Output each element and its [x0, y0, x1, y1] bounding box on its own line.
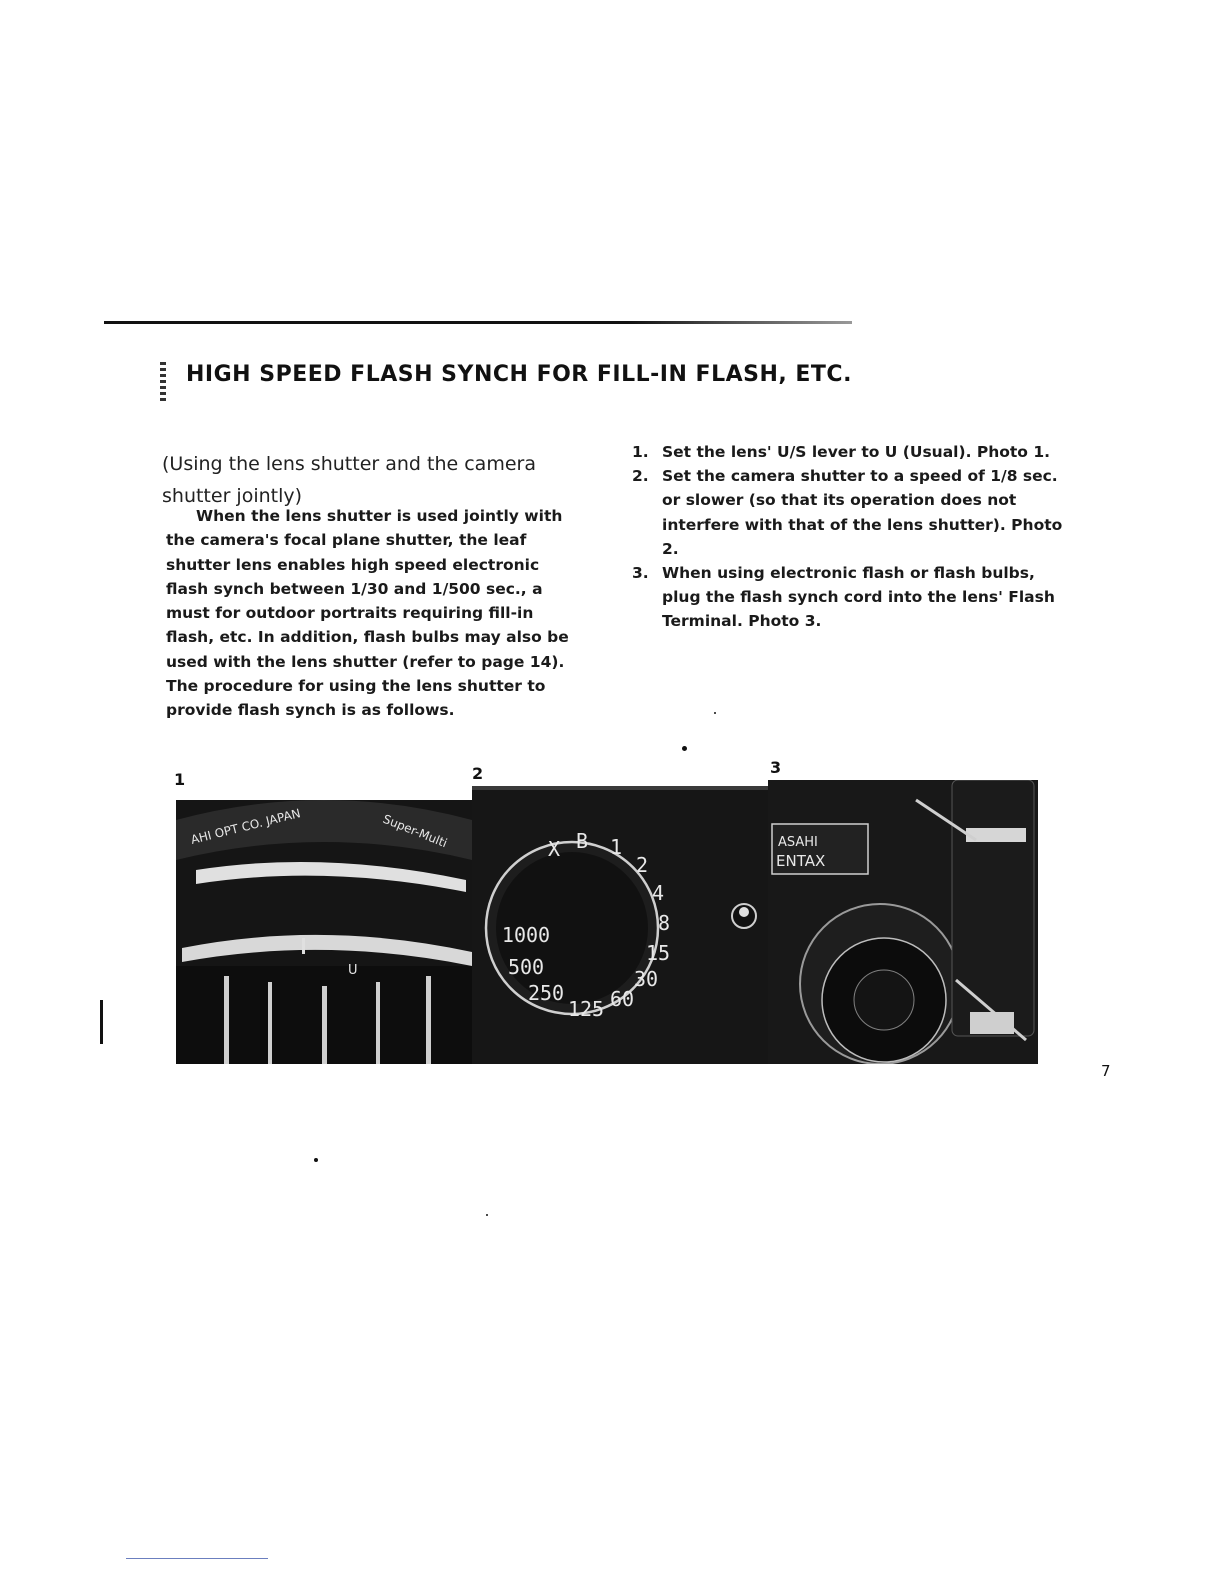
step-photo-ref: Photo 2.	[662, 515, 1063, 558]
lens-ring-text-2: Super-Multi	[380, 811, 450, 851]
dial-mark: 1000	[501, 923, 551, 947]
lens-ring-text: AHI OPT CO. JAPAN	[189, 806, 302, 847]
photo-strip	[176, 780, 1038, 1064]
us-lever-label: U	[348, 963, 358, 978]
photo-3-camera	[768, 780, 1038, 1064]
dial-mark: 125	[567, 997, 605, 1021]
photo-label-2: 2	[472, 764, 484, 783]
page-number: 7	[1101, 1062, 1111, 1080]
dial-mark: 15	[645, 941, 671, 965]
dial-mark: X	[547, 837, 561, 861]
subheading: (Using the lens shutter and the camera shutter jointly)	[162, 453, 536, 507]
dial-mark: 4	[651, 881, 665, 905]
dial-mark: 8	[657, 911, 671, 935]
dial-mark: 2	[635, 853, 649, 877]
dial-mark: 60	[609, 987, 635, 1011]
dial-mark: 1	[609, 835, 623, 859]
photo-2-dial	[472, 786, 768, 1064]
section-title: HIGH SPEED FLASH SYNCH FOR FILL-IN FLASH, ETC.	[186, 362, 852, 387]
camera-brand-line2: ENTAX	[776, 852, 826, 870]
header-rule	[104, 321, 852, 324]
step-number: 1.	[632, 443, 649, 461]
scan-speck	[486, 1214, 488, 1216]
intro-paragraph	[166, 504, 584, 723]
camera-brand-line1: ASAHI	[778, 835, 818, 850]
step-photo-ref: Photo 1.	[976, 443, 1051, 461]
dial-mark: 500	[507, 955, 545, 979]
photo-label-1: 1	[174, 770, 186, 789]
scan-speck	[714, 712, 716, 714]
title-margin-mark	[160, 362, 166, 402]
photo-label-3: 3	[770, 758, 782, 777]
dial-mark: 30	[633, 967, 659, 991]
step-item	[632, 561, 1072, 634]
step-photo-ref: Photo 3.	[748, 612, 822, 631]
step-number: 3.	[632, 564, 649, 583]
dial-mark: B	[575, 829, 589, 853]
step-number: 2.	[632, 467, 649, 486]
step-text: Set the lens' U/S lever to U (Usual).	[662, 443, 977, 461]
margin-mark	[100, 1000, 103, 1044]
procedure-steps	[632, 440, 1072, 634]
intro-paragraph-text: When the lens shutter is used jointly with the camera's focal plane shutter, the leaf shutter lens enables high speed electronic flash synch between 1/30 and 1/500 sec., a must for outdoor portraits requiring fill-in flash, etc. In addition, flash bulbs may also be used with the lens shutter (refer to page 14). The procedure for using the lens shutter to provide flash synch is as follows.	[166, 507, 569, 720]
dial-mark: 250	[527, 981, 565, 1005]
step-item	[632, 464, 1072, 561]
scan-speck	[314, 1158, 318, 1162]
photo-1-lens	[176, 800, 472, 1064]
scan-speck	[682, 746, 687, 751]
bottom-rule	[126, 1558, 268, 1559]
step-text: Set the camera shutter to a speed of 1/8 sec. or slower (so that its operation does not interfere with that of the lens shutter).	[662, 467, 1058, 534]
step-text: When using electronic flash or flash bulbs, plug the flash synch cord into the lens' Flash Terminal.	[662, 564, 1055, 631]
step-item	[632, 440, 1072, 464]
